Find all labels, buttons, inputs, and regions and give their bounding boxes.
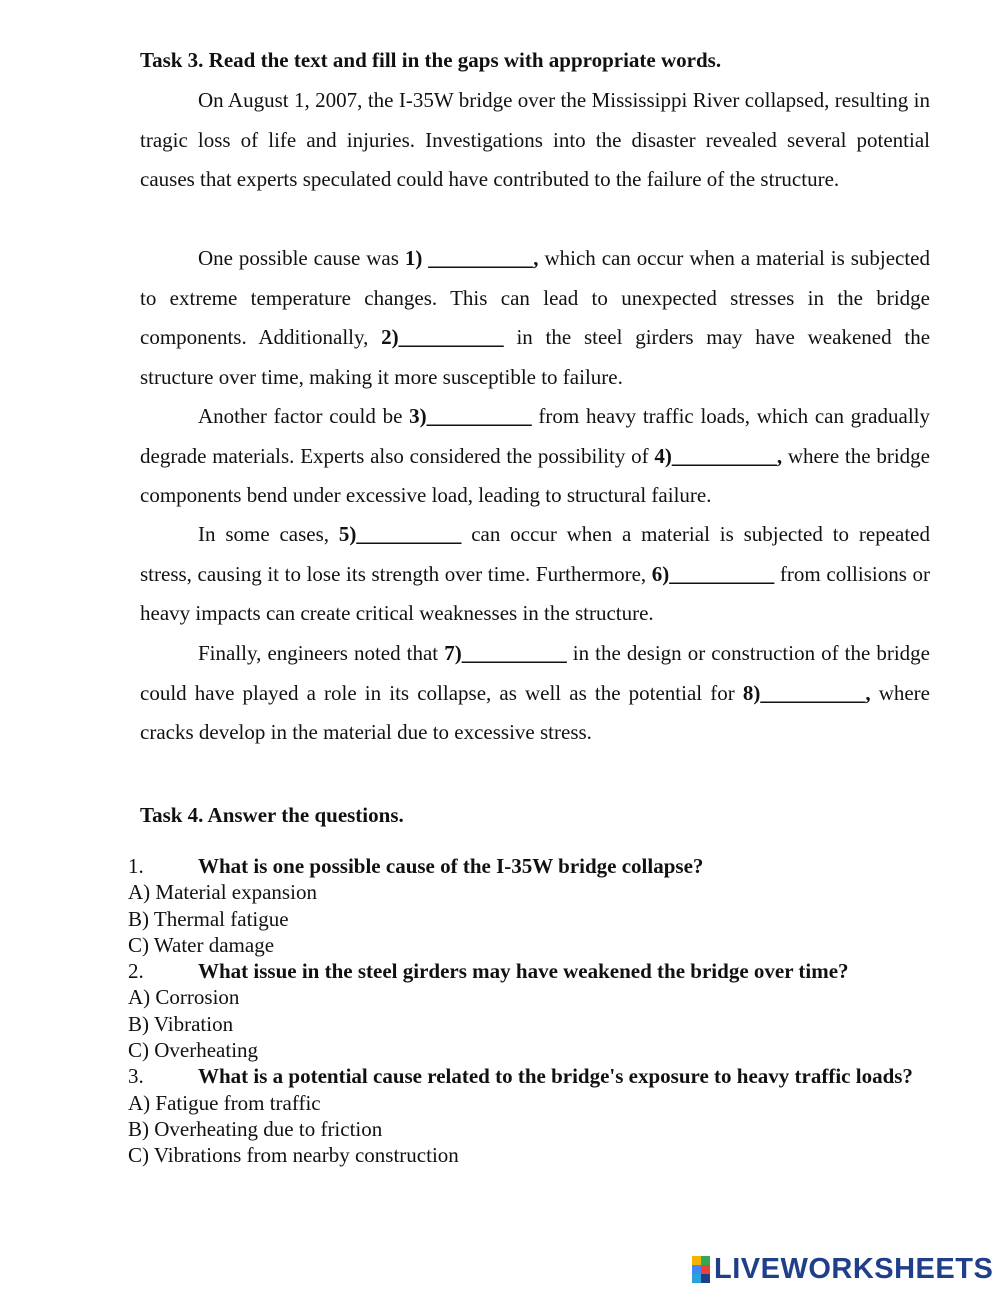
liveworksheets-logo-icon <box>692 1256 710 1283</box>
question-2 <box>128 958 918 984</box>
text-segment: Finally, engineers noted that <box>198 641 445 665</box>
logo-tile <box>701 1256 710 1265</box>
text-segment: where cracks develop in the material due to excessive stress. <box>140 680 930 744</box>
text-segment: One possible cause was <box>198 246 405 270</box>
answer-option[interactable]: B) Overheating due to friction <box>128 1116 383 1141</box>
logo-tile <box>692 1265 701 1274</box>
logo-tile <box>701 1274 710 1283</box>
gap-2-blank[interactable]: 2)__________ <box>381 325 504 349</box>
question-text: What is a potential cause related to the bridge's exposure to heavy traffic loads? <box>198 1064 913 1089</box>
question-3 <box>128 1063 918 1089</box>
text-segment: can occur when a material is subjected to repeated stress, causing it to lose its strength over time. Furthermore, <box>140 522 930 586</box>
logo-tile <box>701 1265 710 1274</box>
gap-5-blank[interactable]: 5)__________ <box>338 522 462 546</box>
task3-title: Task 3. Read the text and fill in the gaps with appropriate words. <box>140 48 722 72</box>
answer-option[interactable]: C) Water damage <box>128 932 275 957</box>
question-number: 1. <box>128 854 144 878</box>
text-segment: in the steel girders may have weakened the structure over time, making it more susceptible to failure. <box>140 325 931 389</box>
gap-8-blank[interactable]: 8)__________, <box>742 680 871 705</box>
gap-4-blank[interactable]: 4)__________, <box>654 443 783 468</box>
question-number: 3. <box>128 1064 144 1089</box>
answer-option[interactable]: A) Fatigue from traffic <box>128 1090 321 1115</box>
answer-option[interactable]: B) Thermal fatigue <box>128 906 289 931</box>
text-segment: from heavy traffic loads, which can gradually degrade materials. Experts also considered the possibility of <box>140 404 930 468</box>
answer-option[interactable]: B) Vibration <box>128 1011 234 1036</box>
answer-option[interactable]: A) Corrosion <box>128 985 240 1010</box>
logo-tile <box>692 1256 701 1265</box>
task3-paragraph-4 <box>140 515 930 634</box>
text-segment: in the design or construction of the bridge could have played a role in its collapse, as well as the potential for <box>140 641 931 705</box>
question-number: 2. <box>128 959 144 984</box>
text-segment: where the bridge components bend under excessive load, leading to structural failure. <box>140 443 930 507</box>
question-list <box>128 853 918 1169</box>
text-segment: Another factor could be <box>198 404 410 428</box>
task3-paragraph-3 <box>140 397 930 516</box>
gap-1-blank[interactable]: 1) __________, <box>404 246 539 270</box>
text-segment: from collisions or heavy impacts can create critical weaknesses in the structure. <box>140 561 931 625</box>
task3-paragraph-1: On August 1, 2007, the I-35W bridge over the Mississippi River collapsed, resulting in tragic loss of life and injuries. Investigations into the disaster revealed several potential causes that experts speculated could have contributed to the failure of the structure. <box>140 88 930 191</box>
task4-title: Task 4. Answer the questions. <box>140 803 404 827</box>
liveworksheets-logo[interactable] <box>692 1254 993 1284</box>
logo-text: LIVEWORKSHEETS <box>714 1252 994 1285</box>
gap-3-blank[interactable]: 3)__________ <box>409 404 532 428</box>
answer-option[interactable]: C) Vibrations from nearby construction <box>128 1143 459 1168</box>
gap-6-blank[interactable]: 6)__________ <box>651 561 775 586</box>
text-segment: which can occur when a material is subjected to extreme temperature changes. This can lead to unexpected stresses in the bridge components. Additionally, <box>140 246 930 349</box>
question-text: What issue in the steel girders may have weakened the bridge over time? <box>198 959 849 984</box>
question-text: What is one possible cause of the I-35W bridge collapse? <box>198 854 704 878</box>
task3-paragraph-2 <box>140 239 930 397</box>
text-segment: In some cases, <box>198 522 339 546</box>
question-1 <box>128 853 918 879</box>
gap-7-blank[interactable]: 7)__________ <box>444 641 567 665</box>
logo-tile <box>692 1274 701 1283</box>
task3-paragraph-5 <box>140 634 930 753</box>
answer-option[interactable]: A) Material expansion <box>128 880 317 905</box>
answer-option[interactable]: C) Overheating <box>128 1038 259 1063</box>
